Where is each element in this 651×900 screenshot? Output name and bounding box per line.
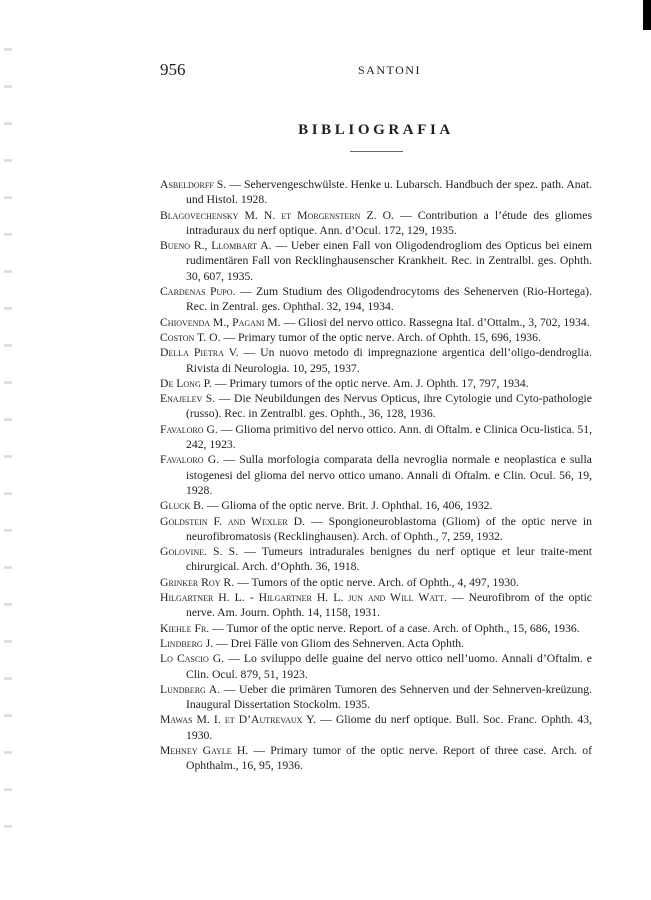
bibliography-entry bbox=[160, 621, 592, 636]
entry-author: Mehney Gayle H. bbox=[160, 743, 249, 757]
bibliography-list bbox=[160, 177, 592, 774]
bibliography-entry bbox=[160, 452, 592, 498]
entry-author: Gluck B. bbox=[160, 499, 204, 513]
scan-edge-mark bbox=[643, 0, 651, 30]
bibliography-entry bbox=[160, 575, 592, 590]
entry-citation: — Primary tumor of the optic nerve. Arch. of Ophth. 15, 696, 1936. bbox=[220, 330, 541, 344]
entry-author: Chiovenda M., Pagani M. bbox=[160, 315, 281, 329]
entry-citation: — Primary tumor of the optic nerve. Report of three case. Arch. of Ophthalm., 16, 95, 1936. bbox=[186, 743, 592, 773]
bibliography-entry bbox=[160, 345, 592, 376]
page-header bbox=[160, 60, 592, 82]
bibliography-entry bbox=[160, 651, 592, 682]
entry-author: Lundberg A. bbox=[160, 682, 221, 696]
entry-author: Lo Cascio G. bbox=[160, 652, 225, 666]
entry-citation: — Glioma of the optic nerve. Brit. J. Ophthal. 16, 406, 1932. bbox=[203, 499, 493, 513]
entry-author: Asbeldorff S. bbox=[160, 178, 227, 191]
bibliography-entry bbox=[160, 177, 592, 208]
bibliography-entry bbox=[160, 391, 592, 422]
entry-author: Mawas M. I. et D’Autrevaux Y. bbox=[160, 713, 316, 727]
entry-author: Golovine. S. S. bbox=[160, 545, 238, 559]
entry-author: De Long P. bbox=[160, 376, 212, 390]
bibliography-entry bbox=[160, 636, 592, 651]
entry-author: Blagovechensky M. N. et Morgenstern Z. O. bbox=[160, 208, 394, 222]
entry-citation: — Un nuovo metodo di impregnazione argentica dell’oligo-dendroglia. Rivista di Neurologia. 10, 295, 1937. bbox=[186, 346, 592, 375]
entry-citation: — Neurofibrom of the optic nerve. Am. Journ. Ophth. 14, 1158, 1931. bbox=[186, 591, 592, 620]
entry-citation: — Ueber einen Fall von Oligodendrogliom des Opticus bei einem rudimentären Fall von Recklinghausenscher Krankheit. Rec. in Zentralbl. ges. Ophth. 30, 607, 1935. bbox=[186, 239, 592, 283]
bibliography-entry bbox=[160, 238, 592, 284]
bibliography-entry bbox=[160, 422, 592, 453]
scan-margin-noise bbox=[4, 30, 12, 850]
bibliography-entry bbox=[160, 208, 592, 239]
entry-author: Enajelev S. bbox=[160, 392, 216, 406]
bibliography-entry bbox=[160, 284, 592, 315]
entry-citation: — Ueber die primären Tumoren des Sehnerven und der Sehnerven-kreüzung. Inaugural Dissertation Stockolm. 1935. bbox=[186, 682, 592, 712]
bibliography-entry bbox=[160, 498, 592, 513]
entry-author: Bueno R., Llombart A. bbox=[160, 239, 272, 253]
running-head: SANTONI bbox=[358, 63, 421, 77]
entry-author: Lindberg J. bbox=[160, 636, 214, 650]
entry-citation: — Spongioneuroblastoma (Gliom) of the optic nerve in neurofibromatosis (Recklinghausen). Arch. of Ophth., 7, 259, 1932. bbox=[186, 514, 592, 543]
entry-citation: — Sulla morfologia comparata della nevroglia normale e neoplastica e sulla istogenesi del glioma del nervo ottico umano. Annali di Oftalm. e Clin. Ocul. 56, 19, 1928. bbox=[186, 453, 592, 497]
entry-author: Grinker Roy R. bbox=[160, 575, 235, 589]
title-rule bbox=[350, 151, 403, 152]
entry-citation: — Glioma primitivo del nervo ottico. Ann. di Oftalm. e Clinica Ocu-listica. 51, 242, 1923. bbox=[186, 422, 592, 452]
bibliography-entry bbox=[160, 590, 592, 621]
entry-citation: — Primary tumors of the optic nerve. Am. J. Ophth. 17, 797, 1934. bbox=[211, 376, 529, 390]
entry-author: Della Pietra V. bbox=[160, 346, 239, 360]
page-number: 956 bbox=[160, 60, 186, 79]
entry-citation: — Drei Fälle von Gliom des Sehnerven. Acta Ophth. bbox=[213, 636, 465, 650]
bibliography-entry bbox=[160, 315, 592, 330]
entry-citation: — Zum Studium des Oligodendrocytoms des Sehenerven (Rio-Hortega). Rec. in Zentral. ges. Ophthal. 32, 194, 1934. bbox=[186, 285, 592, 314]
bibliography-entry bbox=[160, 376, 592, 391]
entry-citation: — Tumor of the optic nerve. Report. of a case. Arch. of Ophth., 15, 686, 1936. bbox=[209, 621, 580, 635]
entry-citation: — Die Neubildungen des Nervus Opticus, ihre Cytologie und Cyto-pathologie (russo). Rec. in Zentralbl. ges. Ophth., 36, 128, 1936. bbox=[186, 392, 592, 421]
entry-citation: — Tumeurs intradurales benignes du nerf optique et leur traite-ment chirurgical. Arch. d’Ophth. 36, 1918. bbox=[186, 545, 592, 574]
bibliography-entry bbox=[160, 682, 592, 713]
entry-citation: — Contribution a l’étude des gliomes intraduraux du nerf optique. Ann. d’Ocul. 172, 129, 1935. bbox=[186, 208, 592, 237]
entry-citation: — Gliosi del nervo ottico. Rassegna Ital. d’Ottalm., 3, 702, 1934. bbox=[280, 315, 590, 329]
bibliography-entry bbox=[160, 514, 592, 545]
entry-citation: — Sehervengeschwülste. Henke u. Lubarsch. Handbuch der spez. path. Anat. und Histol. 1928. bbox=[186, 178, 592, 207]
bibliography-entry bbox=[160, 544, 592, 575]
entry-citation: — Lo sviluppo delle guaine del nervo ottico nell’uomo. Annali d’Oftalm. e Clin. Ocul. 879, 51, 1923. bbox=[186, 652, 592, 681]
entry-author: Goldstein F. and Wexler D. bbox=[160, 514, 306, 528]
bibliography-entry bbox=[160, 330, 592, 345]
bibliography-entry bbox=[160, 712, 592, 743]
section-title: BIBLIOGRAFIA bbox=[298, 122, 454, 138]
entry-author: Kiehle Fr. bbox=[160, 621, 210, 635]
entry-author: Favaloro G. bbox=[160, 422, 218, 436]
entry-author: Hilgartner H. L. - Hilgartner H. L. jun and Will Watt. bbox=[160, 591, 447, 605]
entry-author: Favaloro G. bbox=[160, 453, 220, 467]
entry-author: Coston T. O. bbox=[160, 330, 221, 344]
entry-author: Cardenas Pupo. bbox=[160, 285, 236, 299]
bibliography-entry bbox=[160, 743, 592, 774]
entry-citation: — Gliome du nerf optique. Bull. Soc. Franc. Ophth. 43, 1930. bbox=[186, 713, 592, 742]
entry-citation: — Tumors of the optic nerve. Arch. of Ophth., 4, 497, 1930. bbox=[234, 575, 519, 589]
